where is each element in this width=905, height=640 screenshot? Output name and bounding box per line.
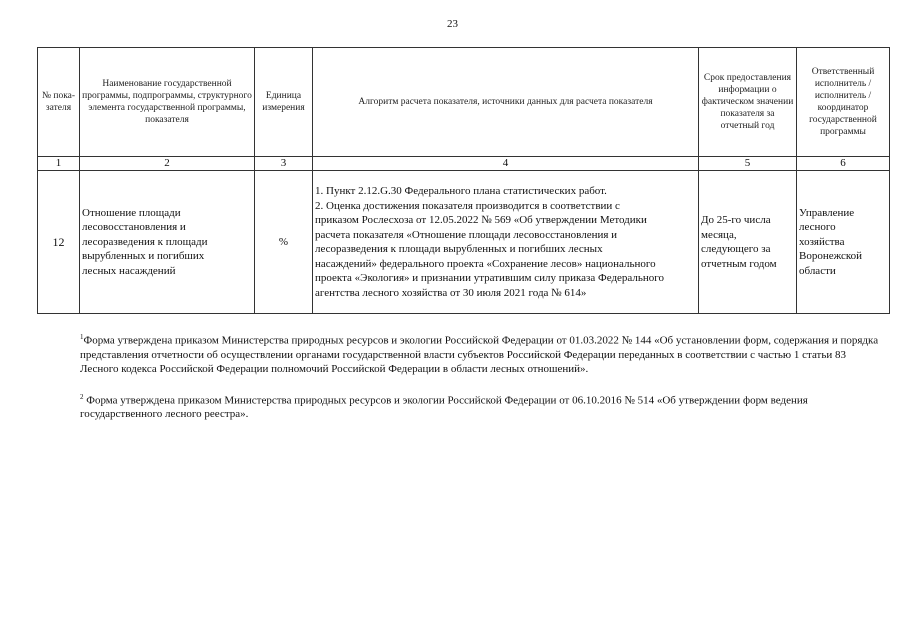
footnote bbox=[80, 390, 880, 422]
indicator-name-line: вырубленных и погибших bbox=[82, 250, 205, 263]
footnotes bbox=[80, 330, 880, 435]
indicator-name-line: лесных насаждений bbox=[82, 264, 176, 277]
row-number: 12 bbox=[38, 171, 80, 314]
header-responsible: Ответственный исполнитель / исполнитель / координатор государственной программы bbox=[797, 48, 890, 157]
responsible-executor bbox=[797, 171, 890, 314]
indicator-name-line: лесоразведения к площади bbox=[82, 235, 208, 248]
algorithm-line: 1. Пункт 2.12.G.30 Федерального плана статистических работ. bbox=[315, 185, 607, 197]
col-number: 6 bbox=[797, 157, 890, 171]
header-program-name: Наименование государственной программы, подпрограммы, структурного элемента государственной программы, показателя bbox=[80, 48, 255, 157]
table-row bbox=[38, 171, 890, 314]
header-unit: Единица измерения bbox=[255, 48, 313, 157]
col-number: 1 bbox=[38, 157, 80, 171]
responsible-line: Управление bbox=[799, 206, 855, 219]
calculation-algorithm bbox=[313, 171, 699, 314]
unit-of-measure: % bbox=[255, 171, 313, 314]
algorithm-line: агентства лесного хозяйства от 30 июля 2021 года № 614» bbox=[315, 286, 587, 299]
algorithm-line: расчета показателя «Отношение площади лесовосстановления и bbox=[315, 228, 618, 241]
algorithm-line: проекта «Экология» и признании утратившим силу приказа Федерального bbox=[315, 272, 665, 284]
footnote-mark: 1 bbox=[80, 333, 84, 341]
indicators-table bbox=[37, 47, 890, 314]
responsible-line: хозяйства bbox=[799, 235, 845, 248]
indicator-name bbox=[80, 171, 255, 314]
header-algorithm: Алгоритм расчета показателя, источники данных для расчета показателя bbox=[313, 48, 699, 157]
footnote-mark: 2 bbox=[80, 392, 84, 401]
header-deadline: Срок предоставления информации о фактическом значении показателя за отчетный год bbox=[699, 48, 797, 157]
footnote-text: Форма утверждена приказом Министерства природных ресурсов и экологии Российской Федерации от 01.03.2022 № 144 «Об установлении форм, содержания и порядка представления отчетности об осуществлении органами государственной власти субъектов Российской Федерации переданных в соответствии с частью 1 статьи 83 Лесного кодекса Российской Федерации полномочий Российской Федерации в области лесных отношений». bbox=[80, 334, 879, 375]
deadline-line: месяца, bbox=[701, 228, 737, 241]
column-number-row bbox=[38, 157, 890, 171]
footnote-text: Форма утверждена приказом Министерства природных ресурсов и экологии Российской Федерации от 06.10.2016 № 514 «Об утверждении форм ведения государственного лесного реестра». bbox=[80, 394, 808, 421]
col-number: 5 bbox=[699, 157, 797, 171]
table-header-row bbox=[38, 48, 890, 157]
algorithm-line: насаждений» федерального проекта «Сохранение лесов» национального bbox=[315, 257, 656, 270]
responsible-line: области bbox=[799, 264, 836, 277]
indicator-name-line: Отношение площади bbox=[82, 206, 181, 219]
algorithm-line: 2. Оценка достижения показателя производится в соответствии с bbox=[315, 199, 620, 212]
responsible-line: Воронежской bbox=[799, 250, 863, 263]
col-number: 4 bbox=[313, 157, 699, 171]
responsible-line: лесного bbox=[799, 221, 836, 234]
col-number: 3 bbox=[255, 157, 313, 171]
algorithm-line: лесоразведения к площади вырубленных и погибших лесных bbox=[315, 243, 603, 255]
deadline-line: До 25-го числа bbox=[701, 214, 771, 226]
deadline-line: следующего за bbox=[701, 243, 771, 255]
reporting-deadline bbox=[699, 171, 797, 314]
indicator-name-line: лесовосстановления и bbox=[82, 221, 186, 234]
page-number: 23 bbox=[447, 18, 458, 30]
header-indicator-number: № пока-зателя bbox=[38, 48, 80, 157]
algorithm-line: приказом Рослесхоза от 12.05.2022 № 569 «Об утверждении Методики bbox=[315, 214, 647, 226]
col-number: 2 bbox=[80, 157, 255, 171]
deadline-line: отчетным годом bbox=[701, 257, 777, 270]
footnote bbox=[80, 330, 880, 376]
